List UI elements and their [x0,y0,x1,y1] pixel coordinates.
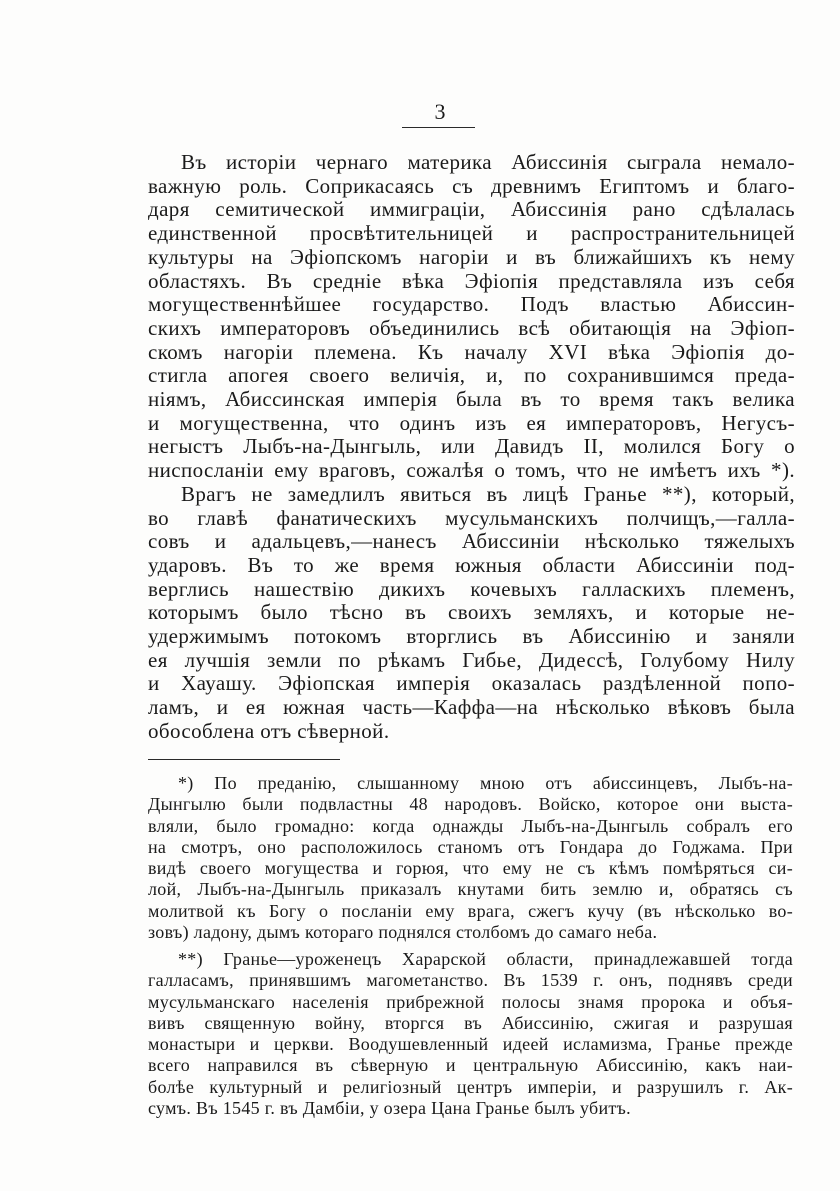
footnote-line: Дынгылю были подвластны 48 народовъ. Войско, которое они выста- [148,794,793,815]
text-line: скомъ нагоріи племена. Къ началу XVI вѣка Эфіопія до- [148,339,795,364]
paragraph-1 [148,151,795,483]
text-line: ламъ, и ея южная часть—Каффа—на нѣсколько вѣковъ была [148,695,795,720]
text-line: ниспосланіи ему враговъ, сожалѣя о томъ, что не имѣетъ ихъ *). [148,458,795,483]
footnote-1 [148,773,793,943]
footnote-line: сумъ. Въ 1545 г. въ Дамбіи, у озера Цана Гранье былъ убитъ. [148,1098,631,1119]
text-line: совъ и адальцевъ,—нанесъ Абиссиніи нѣсколько тяжелыхъ [148,529,795,554]
text-line: могущественнѣйшее государство. Подъ властью Абиссин- [148,292,795,317]
text-line: ніямъ, Абиссинская имперія была въ то время такъ велика [148,387,795,412]
footnote-line: **) Гранье—уроженецъ Харарской области, принадлежавшей тогда [178,949,793,969]
footnote-line: мусульманскаго населенія прибрежной полосы знамя пророка и объя- [148,991,793,1012]
text-line: скихъ императоровъ объединились всѣ обитающія на Эфіоп- [148,315,795,340]
footnote-line: молитвой къ Богу о посланіи ему врага, сжегъ кучу (въ нѣсколько во- [148,900,793,921]
text-line: стигла апогея своего величія, и, по сохранившимся преда- [148,363,795,388]
footnote-separator [148,759,340,760]
text-line: верглись нашествію дикихъ кочевыхъ галласкихъ племенъ, [148,576,795,601]
text-line: ея лучшія земли по рѣкамъ Гибье, Дидессѣ, Голубому Нилу [148,647,795,672]
main-text [148,151,795,744]
footnote-line: видѣ своего могущества и горюя, что ему не съ кѣмъ помѣряться си- [148,858,793,879]
text-line: и могущественна, что одинъ изъ ея императоровъ, Негусъ- [148,410,795,435]
footnote-line: болѣе культурный и религіозный центръ имперіи, и разрушилъ г. Ак- [148,1076,793,1097]
text-line: Врагъ не замедлилъ явиться въ лицѣ Гранье **), который, [181,481,795,506]
footnote-line: лой, Лыбъ-на-Дынгыль приказалъ кнутами бить землю и, обратясь съ [148,879,793,900]
text-line: ударовъ. Въ то же время южныя области Абиссиніи под- [148,552,795,577]
text-line: и Хауашу. Эфіопская имперія оказалась раздѣленной попо- [148,671,795,696]
text-line: удержимымъ потокомъ вторглись въ Абиссинію и заняли [148,624,795,649]
text-line: культуры на Эфіопскомъ нагоріи и въ ближайшихъ къ нему [148,244,795,269]
paragraph-2 [148,483,795,744]
text-line: обособлена отъ сѣверной. [148,718,390,743]
text-line: важную роль. Соприкасаясь съ древнимъ Египтомъ и благо- [148,173,795,198]
text-line: даря семитической иммиграціи, Абиссинія рано сдѣлалась [148,197,795,222]
text-line: областяхъ. Въ средніе вѣка Эфіопія представляла изъ себя [148,268,795,293]
footnote-line: монастыри и церкви. Воодушевленный идеей исламизма, Гранье прежде [148,1034,793,1055]
footnote-line: вивъ священную войну, вторгся въ Абиссинію, сжигая и разрушая [148,1012,793,1033]
footnote-line: *) По преданію, слышанному мною отъ абиссинцевъ, Лыбъ-на- [178,773,793,793]
footnote-line: всего направился въ сѣверную и центральную Абиссинію, какъ наи- [148,1055,793,1076]
page-number-rule [402,127,475,128]
page-number: 3 [434,99,446,124]
text-line: Въ исторіи чернаго материка Абиссинія сыграла немало- [181,150,795,174]
text-line: единственной просвѣтительницей и распространительницей [148,221,795,246]
footnote-line: на смотръ, оно расположилось станомъ отъ Гондара до Годжама. При [148,836,793,857]
footnote-2 [148,949,793,1119]
text-line: во главѣ фанатическихъ мусульманскихъ полчищъ,—галла- [148,505,795,530]
footnote-line: зовъ) ладону, дымъ котораго поднялся столбомъ до самаго неба. [148,922,658,943]
footnote-line: вляли, было громадно: когда однажды Лыбъ-на-Дынгыль собралъ его [148,815,793,836]
footnote-line: галласамъ, принявшимъ магометанство. Въ 1539 г. онъ, поднявъ среди [148,970,793,991]
text-line: которымъ было тѣсно въ своихъ земляхъ, и которые не- [148,600,795,625]
text-line: негыстъ Лыбъ-на-Дынгыль, или Давидъ II, молился Богу о [148,434,795,459]
